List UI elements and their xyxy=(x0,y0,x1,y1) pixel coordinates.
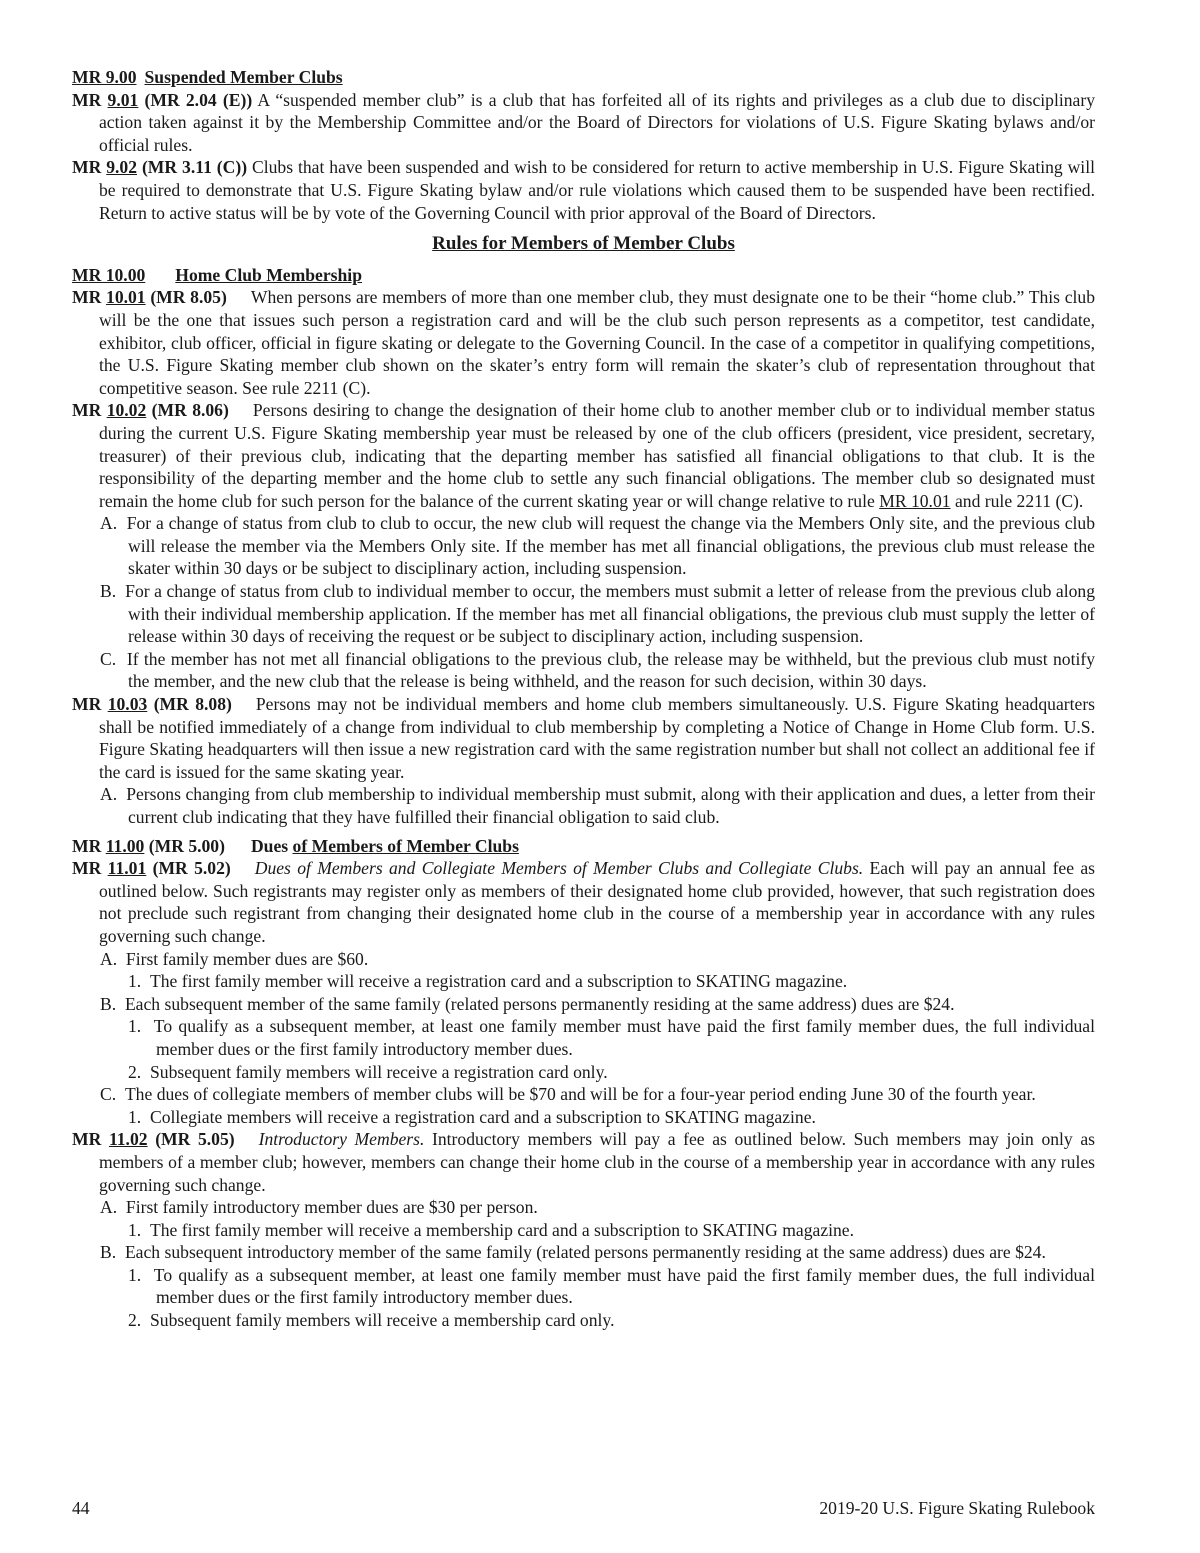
rule-id: MR 9.02 (MR 3.11 (C)) xyxy=(72,157,248,178)
rule-10-02: MR 10.02 (MR 8.06) Persons desiring to change the designation of their home club to another member club or to individual member status during the current U.S. Figure Skating membership year must be released by one of the club officers (president, vice president, secretary, treasurer) of their previous club, indicating that the departing member has satisfied all financial obligations to that club. It is the responsibility of the departing member and the home club to settle any such financial obligations. The member club so designated must remain the home club for such person for the balance of the current skating year or will change relative to rule MR 10.01 and rule 2211 (C). xyxy=(72,400,1095,511)
rulebook-page xyxy=(72,66,1095,1332)
list-item: 1. To qualify as a subsequent member, at least one family member must have paid the first family member dues, the full individual member dues or the first family introductory member dues. xyxy=(128,1264,1095,1308)
page-number: 44 xyxy=(72,1498,90,1518)
rule-id: MR 10.03 (MR 8.08) xyxy=(72,694,232,715)
list-item: 2. Subsequent family members will receive a registration card only. xyxy=(128,1061,608,1082)
rule-text: Introductory members will pay a fee as outlined below. Such members may join only as members of a member club; however, members can change their home club in the course of a membership year in accordance with any rules governing such change. xyxy=(99,1129,1095,1195)
list-item: C. If the member has not met all financial obligations to the previous club, the release may be withheld, but the previous club must notify the member, and the new club that the release is being withheld, and the reason for such decision, within 30 days. xyxy=(100,648,1096,692)
list-item: 2. Subsequent family members will receive a membership card only. xyxy=(128,1310,615,1331)
list-item: A. Persons changing from club membership to individual membership must submit, along with their application and dues, a letter from their current club indicating that they have fulfilled their financial obligation to said club. xyxy=(100,784,1096,827)
book-title: 2019-20 U.S. Figure Skating Rulebook xyxy=(819,1498,1095,1518)
list-item: 1. To qualify as a subsequent member, at least one family member must have paid the first family member dues, the full individual member dues or the first family introductory member dues. xyxy=(128,1016,1095,1059)
section-heading-9: MR 9.00 Suspended Member Clubs xyxy=(72,67,343,87)
rule-id: MR 11.01 (MR 5.02) xyxy=(72,858,231,879)
section-heading-11: MR 11.00 (MR 5.00) Dues of Members of Member Clubs xyxy=(72,835,519,856)
list-item: 1. The first family member will receive a membership card and a subscription to SKATING magazine. xyxy=(128,1219,855,1240)
list-item: B. Each subsequent introductory member of the same family (related persons permanently residing at the same address) dues are $24. xyxy=(100,1242,1046,1263)
rule-text: Persons desiring to change the designation of their home club to another member club or to individual member status during the current U.S. Figure Skating membership year must be released by one of the club officers (president, vice president, secretary, treasurer) of their previous club, indicating that the departing member has satisfied all financial obligations to that club. It is the responsibility of the departing member and the home club to settle any such financial obligations. The member club so designated must remain the home club for such person for the balance of the current skating year or will change relative to rule xyxy=(99,400,1095,511)
rule-text: When persons are members of more than one member club, they must designate one to be their “home club.” This club will be the one that issues such person a registration card and will be the club such person represents as a competitor, test candidate, exhibitor, club officer, official in figure skating or delegate to the Governing Council. In the case of a competitor in qualifying competitions, the U.S. Figure Skating member club shown on the skater’s entry form will remain the skater’s club of representation throughout that competitive season. See rule 2211 (C). xyxy=(99,287,1095,398)
rule-text: Each will pay an annual fee as outlined below. Such registrants may register only as members of their designated home club provided, however, that such registration does not preclude such registrant from changing their designated home club in the course of a membership year in accordance with any rules governing such change. xyxy=(99,858,1096,946)
rule-id: MR 9.01 (MR 2.04 (E)) xyxy=(72,89,253,110)
rule-text: Clubs that have been suspended and wish to be considered for return to active membership in U.S. Figure Skating will be required to demonstrate that U.S. Figure Skating bylaw and/or rule violations which caused them to be suspended have been rectified. Return to active status will be by vote of the Governing Council with prior approval of the Board of Directors. xyxy=(99,157,1095,223)
list-item: 1. The first family member will receive a registration card and a subscription to SKATING magazine. xyxy=(128,971,848,992)
rule-9-02 xyxy=(72,156,1095,224)
center-heading: Rules for Members of Member Clubs xyxy=(432,233,735,255)
list-item: 1. Collegiate members will receive a registration card and a subscription to SKATING magazine. xyxy=(128,1106,816,1127)
rule-10-03 xyxy=(72,693,1095,783)
section-heading-10: MR 10.00 Home Club Membership xyxy=(72,264,362,285)
list-item: A. First family member dues are $60. xyxy=(100,948,369,969)
rule-id: MR 11.02 (MR 5.05) xyxy=(72,1129,235,1150)
rule-text: Persons may not be individual members and home club members simultaneously. U.S. Figure Skating headquarters shall be notified immediately of a change from individual to club membership by completing a Notice of Change in Home Club form. U.S. Figure Skating headquarters will then issue a new registration card with the same registration number but shall not collect an additional fee if the card is issued for the same skating year. xyxy=(99,694,1096,782)
rule-11-02: MR 11.02 (MR 5.05) Introductory Members. Introductory members will pay a fee as outlined below. Such members may join only as members of a member club; however, members can change their home club in the course of a membership year in accordance with any rules governing such change. xyxy=(72,1129,1095,1195)
rule-id: MR 10.01 (MR 8.05) xyxy=(72,287,227,308)
list-item: C. The dues of collegiate members of member clubs will be $70 and will be for a four-year period ending June 30 of the fourth year. xyxy=(100,1084,1036,1105)
rule-9-01 xyxy=(72,89,1095,157)
list-item: A. For a change of status from club to club to occur, the new club will request the change via the Members Only site, and the previous club will release the member via the Members Only site. If the member has met all financial obligations, the previous club must release the skater within 30 days or be subject to disciplinary action, including suspension. xyxy=(100,513,1096,579)
rule-id: MR 10.02 (MR 8.06) xyxy=(72,400,229,421)
list-item: A. First family introductory member dues are $30 per person. xyxy=(100,1197,538,1218)
list-item: B. For a change of status from club to individual member to occur, the members must submit a letter of release from the previous club along with their individual membership application. If the member has met all financial obligations, the previous club must supply the letter of release within 30 days of receiving the request or be subject to disciplinary action, including suspension. xyxy=(100,581,1096,647)
rule-10-01 xyxy=(72,286,1095,399)
list-item: B. Each subsequent member of the same family (related persons permanently residing at the same address) dues are $24. xyxy=(100,993,955,1014)
rule-11-01: MR 11.01 (MR 5.02) Dues of Members and Collegiate Members of Member Clubs and Collegiate Clubs. Each will pay an annual fee as outlined below. Such registrants may register only as members of their designated home club provided, however, that such registration does not preclude such registrant from changing their designated home club in the course of a membership year in accordance with any rules governing such change. xyxy=(72,858,1096,946)
rule-text: A “suspended member club” is a club that has forfeited all of its rights and privileges as a club due to disciplinary action taken against it by the Membership Committee and/or the Board of Directors for violations of U.S. Figure Skating bylaws and/or official rules. xyxy=(99,89,1095,155)
rule-reference-link[interactable]: MR 10.01 xyxy=(879,490,951,511)
